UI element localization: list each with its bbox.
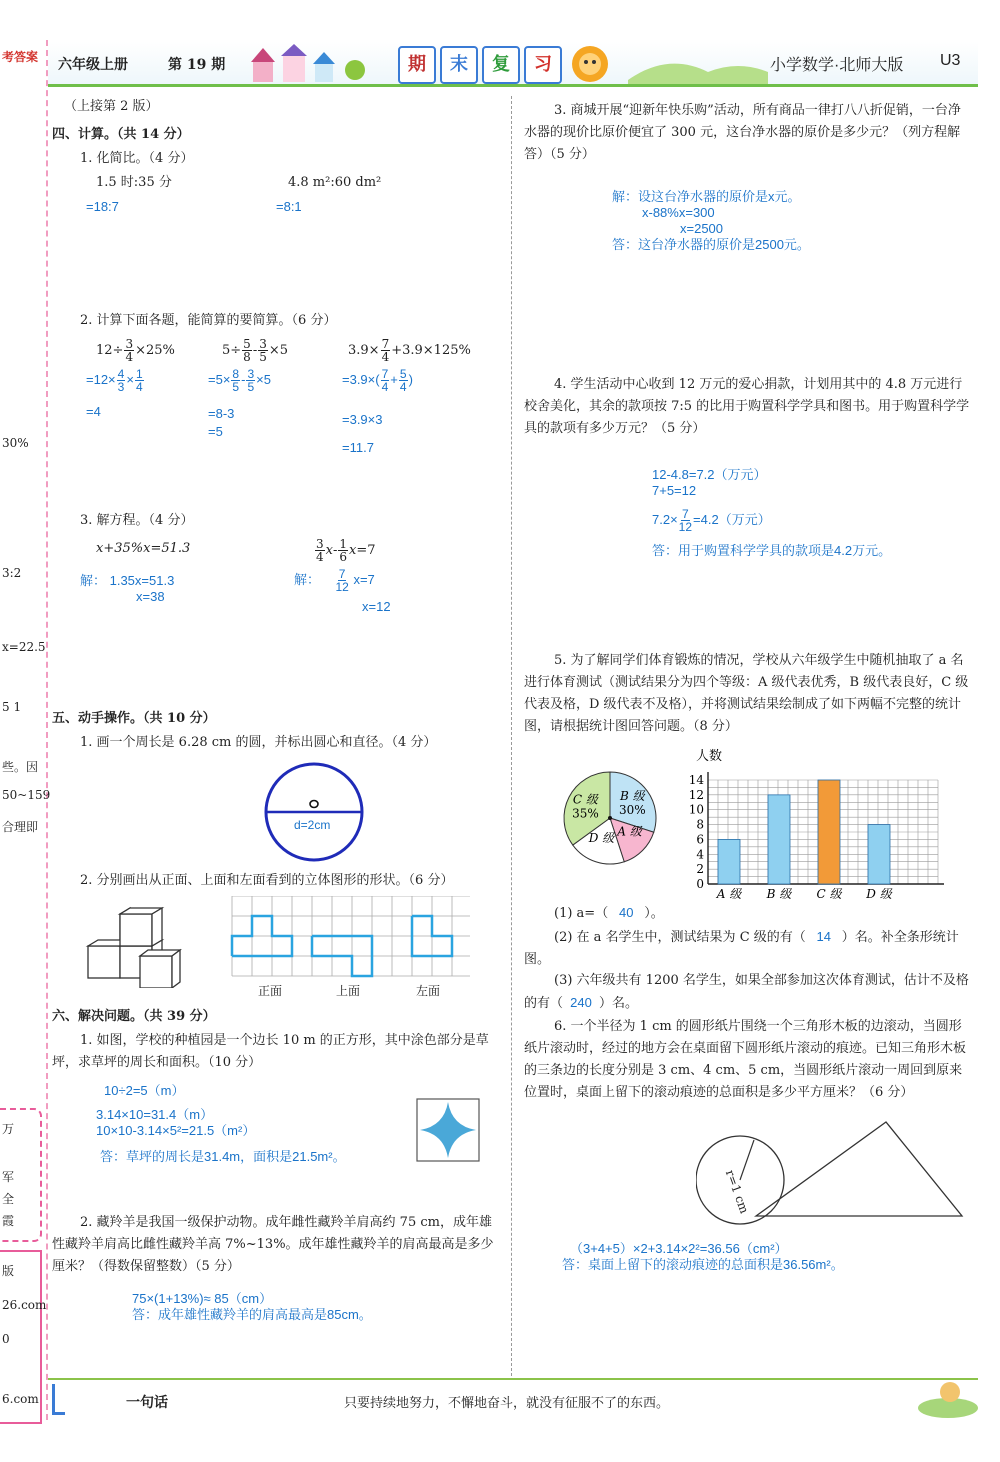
subquestion-part: ）名。 (599, 996, 639, 1011)
answer-part: x=7 (353, 571, 375, 587)
bar (818, 780, 840, 884)
subquestion-part: (2) 在 a 名学生中，测试结果为 C 级的有（ (554, 930, 806, 945)
subquestion-text (524, 970, 972, 1015)
view-label: 正面 (258, 984, 283, 998)
question-text: 6. 一个半径为 1 cm 的圆形纸片围绕一个三角形木板的边滚动，当圆形纸片滚动时，经过的地方会在桌面留下圆形纸片滚动的痕迹。已知三角形木板的三条边的长度分别是 3 cm、4 cm、5 cm，当圆形纸片滚动一周回到原来位置时，桌面上留下的滚动痕迹的总面积是多少平方厘米？（6 分） (524, 1019, 967, 1100)
view-label: 左面 (416, 984, 441, 998)
x-tick-label: B 级 (766, 887, 792, 901)
circle-drawing (258, 760, 370, 868)
banner-tile: 习 (524, 46, 562, 84)
answer-text: 7.2× $\frac{7}{12}$ =4.2（万元） (652, 507, 771, 534)
view-label: 上面 (336, 984, 361, 998)
answer-part: =12× (86, 371, 116, 387)
subquestion-part: (1) a=（ (554, 906, 609, 921)
pie-slice-label: B 级 (620, 788, 645, 803)
question-text: 2. 计算下面各题，能简算的要简算。（6 分） (80, 313, 337, 328)
margin-text: 万 (2, 1122, 15, 1136)
answer-text: 解： 1.35x=51.3 (80, 573, 175, 588)
margin-text: 军 (2, 1170, 15, 1184)
answer-text: =8-3 (208, 406, 235, 421)
column-divider (511, 96, 512, 1376)
page-number: U3 (940, 52, 961, 69)
answer-text: 解： $\frac{7}{12}$ x=7 (294, 567, 375, 594)
pie-chart (560, 768, 660, 868)
question-text: 1. 如图，学校的种植园是一个边长 10 m 的正方形，其中涂色部分是草坪，求草坪的周长和面积。（10 分） (52, 1033, 489, 1070)
answer-text: =3.9×3 (342, 412, 383, 427)
question-text: 1. 化简比。（4 分） (80, 151, 194, 166)
equation: x+35%x=51.3 (96, 541, 191, 556)
answer-text: 12-4.8=7.2（万元） (652, 467, 767, 482)
answer-part: 7.2× (652, 511, 678, 527)
section-4-title: 四、计算。（共 14 分） (52, 127, 190, 142)
castle-illustration (243, 44, 373, 84)
bar (768, 795, 790, 884)
page-footer (48, 1378, 978, 1420)
pie-slice-label: D 级 (588, 831, 615, 846)
subquestion-part: ）。 (644, 906, 664, 921)
y-tick-label: 8 (696, 817, 704, 832)
question-text: 3. 商城开展“迎新年快乐购”活动，所有商品一律打八八折促销，一台净水器的现价比原价便宜了 300 元，这台净水器的原价是多少元？（列方程解答）（5 分） (524, 103, 961, 162)
subquestion-text (554, 902, 664, 925)
banner-tile: 末 (440, 46, 478, 84)
expression: 3.9× $\frac{7}{4}$ +3.9×125% (348, 337, 471, 364)
margin-text: 全 (2, 1192, 15, 1206)
page-header (48, 42, 978, 86)
answer-text: =5 (208, 424, 223, 439)
equation: $\frac{3}{4}$ x- $\frac{1}{6}$ x=7 (316, 537, 376, 564)
question-text: 2. 藏羚羊是我国一级保护动物。成年雌性藏羚羊肩高约 75 cm，成年雄性藏羚羊肩高比雌性藏羚羊高 7%~13%。成年雄性藏羚羊的肩高最高是多少厘米？（得数保留整数）（5 分） (52, 1215, 494, 1274)
banner-tile: 期 (398, 46, 436, 84)
footer-label: 一句话 (126, 1395, 168, 1411)
answer-text: =18:7 (86, 199, 119, 214)
x-tick-label: A 级 (716, 887, 742, 901)
margin-text: 50~159 (2, 788, 51, 802)
margin-text: 版 (2, 1264, 15, 1278)
question-text: 3. 解方程。（4 分） (80, 513, 194, 528)
cube-figure (82, 906, 194, 988)
answer-text: 10÷2=5（m） (104, 1083, 185, 1098)
radius-label: r=1 cm (722, 1168, 752, 1216)
footer-quote: 只要持续地努力，不懈地奋斗，就没有征服不了的东西。 (344, 1396, 670, 1411)
lawn-square-figure (416, 1098, 480, 1162)
answer-text: 答：桌面上留下的滚动痕迹的总面积是36.56m²。 (562, 1257, 844, 1272)
pie-percent-label: 35% (572, 806, 599, 821)
margin-text: 0 (2, 1332, 10, 1346)
answer-text: （3+4+5）×2+3.14×2²=36.56（cm²） (570, 1241, 788, 1256)
left-margin-strip (0, 40, 51, 1420)
question-text: 1. 画一个周长是 6.28 cm 的圆，并标出圆心和直径。（4 分） (80, 735, 437, 750)
answer-text: x=12 (362, 599, 391, 614)
answer-blank: 40 (618, 905, 634, 920)
answer-blank: 14 (816, 929, 832, 944)
y-tick-label: 12 (688, 787, 704, 802)
bracket-icon (52, 1384, 65, 1415)
expression: 5÷ $\frac{5}{8}$ - $\frac{3}{5}$ ×5 (222, 337, 289, 364)
y-tick-label: 0 (696, 877, 704, 891)
y-axis-label: 人数 (696, 749, 723, 764)
subquestion-part: (3) 六年级共有 1200 名学生，如果全部参加这次体育测试，估计不及格的有（ (524, 973, 969, 1011)
answer-text: 答：成年雄性藏羚羊的肩高最高是85cm。 (132, 1307, 372, 1322)
answer-text: x=2500 (680, 221, 724, 236)
issue-label: 第 19 期 (168, 57, 226, 73)
bar (868, 825, 890, 884)
margin-text: x=22.5 (2, 640, 46, 654)
answer-text: =5× $\frac{8}{5}$ - $\frac{3}{5}$ ×5 (208, 367, 271, 394)
expression: 12÷ $\frac{3}{4}$ ×25% (96, 337, 175, 364)
answer-text: 7+5=12 (652, 483, 697, 498)
circle-label: d=2cm (294, 818, 331, 832)
margin-text: 些。因 (2, 760, 39, 774)
answer-text: x-88%x=300 (642, 205, 715, 220)
footer-illustration (888, 1374, 978, 1418)
margin-text: 霞 (2, 1214, 15, 1228)
margin-text: 考答案 (2, 50, 39, 64)
answer-text: =4 (86, 404, 101, 419)
subquestion-text (524, 926, 972, 971)
answer-text: 75×(1+13%)≈ 85（cm） (132, 1291, 273, 1306)
y-tick-label: 2 (696, 862, 704, 877)
continued-note: （上接第 2 版） (64, 99, 159, 114)
answer-text: 答：用于购置科学学具的款项是4.2万元。 (652, 543, 892, 558)
margin-text: 合理即 (2, 820, 39, 834)
lion-illustration (568, 42, 768, 84)
answer-text: 10×10-3.14×5²=21.5（m²） (96, 1123, 256, 1138)
y-tick-label: 14 (688, 773, 704, 787)
section-6-title: 六、解决问题。（共 39 分） (52, 1009, 216, 1024)
margin-text: 5 1 (2, 700, 22, 714)
answer-text: =8:1 (276, 199, 302, 214)
pie-slice-label: C 级 (572, 792, 598, 807)
x-tick-label: C 级 (816, 887, 842, 901)
question-text: 5. 为了解同学们体育锻炼的情况，学校从六年级学生中随机抽取了 a 名进行体育测试（测试结果分为四个等级：A 级代表优秀，B 级代表良好，C 级代表及格，D 级代表不及格），并将测试结果绘制成了如下两幅不完整的统计图，请根据统计图回答问题。（8 分） (524, 653, 969, 734)
answer-text: 答：这台净水器的原价是2500元。 (612, 237, 810, 252)
margin-text: 26.com (2, 1298, 47, 1312)
three-views-grid (230, 896, 470, 980)
answer-text: =11.7 (342, 440, 374, 455)
answer-text: =3.9×( $\frac{7}{4}$ + $\frac{5}{4}$ ) (342, 367, 413, 394)
answer-text: 解：设这台净水器的原价是x元。 (612, 189, 801, 204)
subject-label: 小学数学·北师大版 (770, 57, 904, 74)
bar (718, 839, 740, 884)
subquestion-part: ）名。补全条形统计图。 (524, 930, 959, 967)
answer-part: =4.2（万元） (693, 511, 771, 527)
answer-text: =12× $\frac{4}{3}$ × $\frac{1}{4}$ (86, 367, 143, 394)
answer-text: 答：草坪的周长是31.4m，面积是21.5m²。 (100, 1149, 346, 1164)
margin-text: 3:2 (2, 566, 22, 580)
answer-text: x=38 (136, 589, 165, 604)
question-text: 2. 分别画出从正面、上面和左面看到的立体图形的形状。（6 分） (80, 873, 454, 888)
pie-slice-label: A 级 (617, 824, 642, 839)
margin-text: 30% (2, 436, 29, 450)
answer-blank: 240 (570, 995, 592, 1010)
answer-text: 3.14×10=31.4（m） (96, 1107, 214, 1122)
question-text: 4.8 m²:60 dm² (288, 175, 382, 190)
margin-text: 6.com (2, 1392, 39, 1406)
question-text: 1.5 时:35 分 (96, 175, 172, 190)
pie-percent-label: 30% (618, 802, 646, 817)
y-tick-label: 6 (696, 832, 704, 847)
question-text: 4. 学生活动中心收到 12 万元的爱心捐款，计划用其中的 4.8 万元进行校舍美化，其余的款项按 7:5 的比用于购置科学学具和图书。用于购置科学学具的款项有多少万元？（5 分） (524, 377, 970, 436)
x-tick-label: D 级 (866, 887, 892, 901)
y-tick-label: 10 (688, 802, 704, 817)
bar-chart (672, 744, 952, 906)
section-5-title: 五、动手操作。（共 10 分） (52, 711, 216, 726)
banner-tile: 复 (482, 46, 520, 84)
y-tick-label: 4 (696, 847, 704, 862)
grade-label: 六年级上册 (58, 57, 128, 73)
